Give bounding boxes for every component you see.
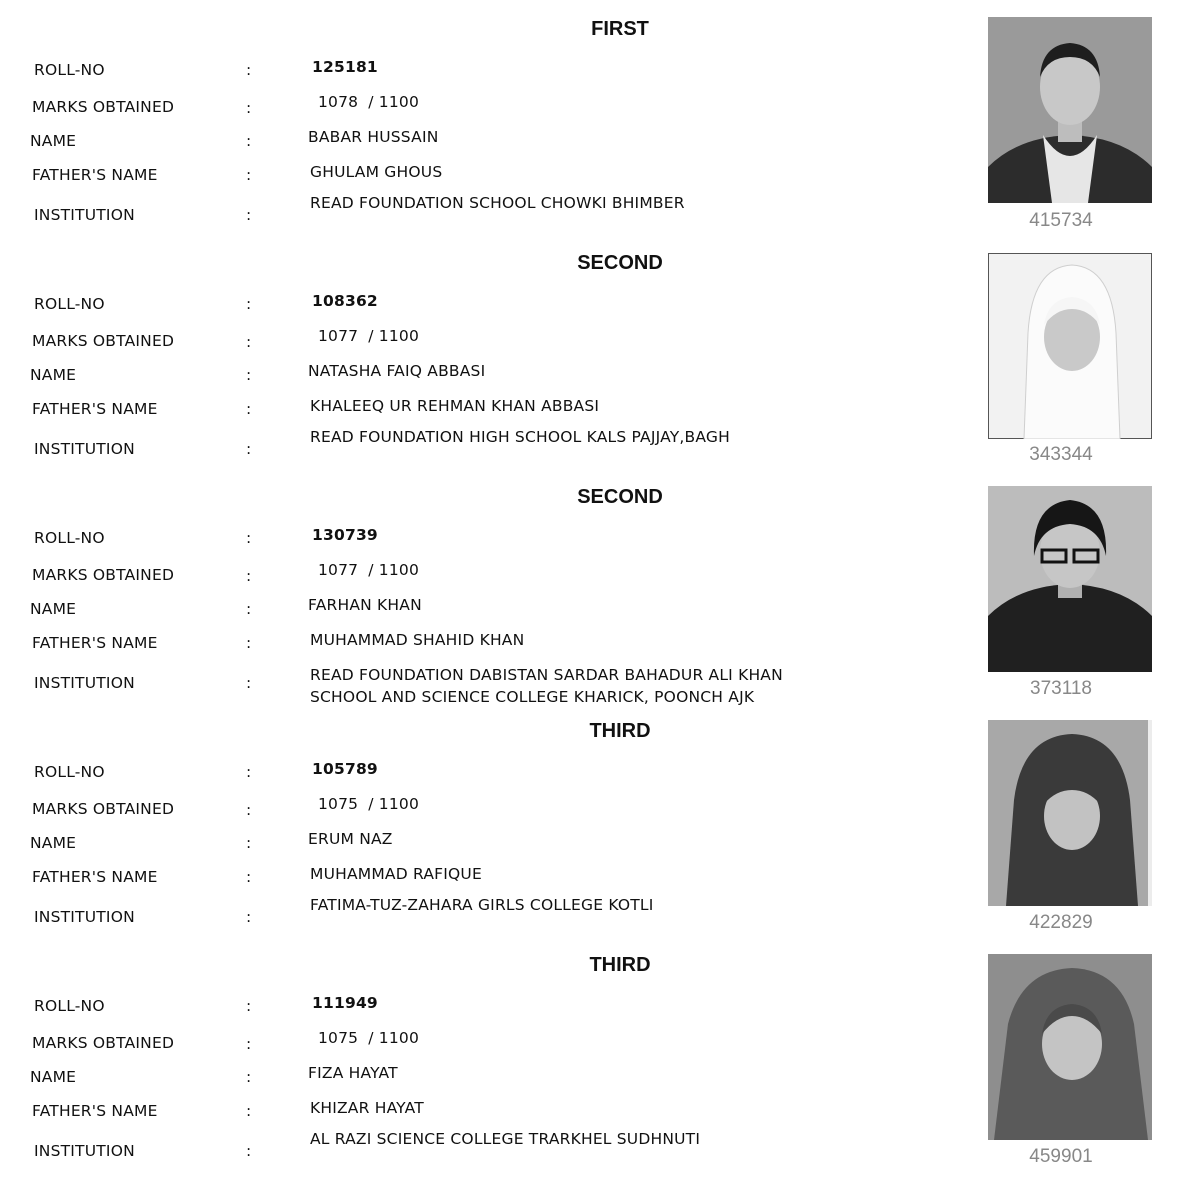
student-photo: [988, 954, 1152, 1140]
result-entry: [0, 936, 1182, 1170]
colon: :: [246, 166, 252, 184]
student-name: NATASHA FAIQ ABBASI: [308, 362, 486, 380]
colon: :: [246, 834, 252, 852]
colon: :: [246, 763, 252, 781]
marks-total: / 1100: [368, 93, 420, 111]
result-entry: [0, 468, 1182, 706]
result-entry: [0, 234, 1182, 468]
student-name: FIZA HAYAT: [308, 1064, 398, 1082]
photo-id: 373118: [1030, 678, 1092, 699]
institution-label: INSTITUTION: [34, 908, 135, 926]
student-photo: [988, 17, 1152, 203]
father-name: MUHAMMAD RAFIQUE: [310, 865, 482, 883]
institution-line-1: AL RAZI SCIENCE COLLEGE TRARKHEL SUDHNUTI: [310, 1130, 701, 1148]
colon: :: [246, 1068, 252, 1086]
colon: :: [246, 908, 252, 926]
institution-line-2: SCHOOL AND SCIENCE COLLEGE KHARICK, POONCH AJK: [310, 688, 755, 706]
colon: :: [246, 801, 252, 819]
colon: :: [246, 99, 252, 117]
institution-line-1: READ FOUNDATION SCHOOL CHOWKI BHIMBER: [310, 194, 685, 212]
name-label: NAME: [30, 600, 77, 618]
marks-obtained: 1075: [318, 795, 359, 813]
father-name-label: FATHER'S NAME: [32, 400, 158, 418]
position-heading: THIRD: [589, 720, 651, 742]
marks-label: MARKS OBTAINED: [32, 332, 175, 350]
marks-total: / 1100: [368, 795, 420, 813]
student-photo: [988, 486, 1152, 672]
colon: :: [246, 366, 252, 384]
father-name-label: FATHER'S NAME: [32, 166, 158, 184]
roll-no-value: 108362: [312, 292, 378, 310]
institution: [310, 894, 654, 916]
father-name: MUHAMMAD SHAHID KHAN: [310, 631, 525, 649]
photo-id: 459901: [1029, 1146, 1093, 1167]
father-name: KHALEEQ UR REHMAN KHAN ABBASI: [310, 397, 600, 415]
photo-id: 422829: [1029, 912, 1093, 933]
colon: :: [246, 132, 252, 150]
marks-obtained: 1075: [318, 1029, 359, 1047]
position-heading: FIRST: [591, 18, 649, 40]
colon: :: [246, 400, 252, 418]
position-heading: THIRD: [589, 954, 651, 976]
institution: [310, 1128, 700, 1150]
name-label: NAME: [30, 366, 77, 384]
colon: :: [246, 1035, 252, 1053]
colon: :: [246, 567, 252, 585]
father-name: KHIZAR HAYAT: [310, 1099, 424, 1117]
father-name-label: FATHER'S NAME: [32, 1102, 158, 1120]
colon: :: [246, 1142, 252, 1160]
marks-total: / 1100: [368, 1029, 420, 1047]
colon: :: [246, 634, 252, 652]
student-photo: [988, 253, 1152, 439]
institution-label: INSTITUTION: [34, 674, 135, 692]
colon: :: [246, 61, 252, 79]
result-entry: [0, 0, 1182, 234]
colon: :: [246, 295, 252, 313]
marks-value: [318, 795, 419, 813]
roll-no-label: ROLL-NO: [34, 295, 105, 313]
photo-id: 343344: [1029, 444, 1093, 465]
father-name-label: FATHER'S NAME: [32, 868, 158, 886]
institution-line-1: FATIMA-TUZ-ZAHARA GIRLS COLLEGE KOTLI: [310, 896, 654, 914]
institution-label: INSTITUTION: [34, 206, 135, 224]
father-name: GHULAM GHOUS: [310, 163, 443, 181]
institution-label: INSTITUTION: [34, 440, 135, 458]
marks-label: MARKS OBTAINED: [32, 1034, 175, 1052]
student-name: BABAR HUSSAIN: [308, 128, 439, 146]
roll-no-label: ROLL-NO: [34, 763, 105, 781]
student-name: FARHAN KHAN: [308, 596, 422, 614]
marks-value: [318, 561, 419, 579]
marks-label: MARKS OBTAINED: [32, 800, 175, 818]
name-label: NAME: [30, 1068, 77, 1086]
marks-value: [318, 93, 419, 111]
colon: :: [246, 529, 252, 547]
institution-line-1: READ FOUNDATION HIGH SCHOOL KALS PAJJAY,BAGH: [310, 428, 730, 446]
roll-no-value: 111949: [312, 994, 378, 1012]
marks-obtained: 1077: [318, 327, 359, 345]
marks-label: MARKS OBTAINED: [32, 566, 175, 584]
institution-line-1: READ FOUNDATION DABISTAN SARDAR BAHADUR ALI KHAN: [310, 666, 783, 684]
institution-label: INSTITUTION: [34, 1142, 135, 1160]
marks-label: MARKS OBTAINED: [32, 98, 175, 116]
position-heading: SECOND: [577, 486, 663, 508]
student-photo: [988, 720, 1152, 906]
institution: [310, 426, 730, 448]
marks-obtained: 1078: [318, 93, 359, 111]
father-name-label: FATHER'S NAME: [32, 634, 158, 652]
roll-no-value: 125181: [312, 58, 378, 76]
roll-no-label: ROLL-NO: [34, 529, 105, 547]
marks-obtained: 1077: [318, 561, 359, 579]
photo-id: 415734: [1029, 210, 1093, 231]
position-heading: SECOND: [577, 252, 663, 274]
colon: :: [246, 674, 252, 692]
name-label: NAME: [30, 834, 77, 852]
marks-value: [318, 1029, 419, 1047]
colon: :: [246, 600, 252, 618]
roll-no-label: ROLL-NO: [34, 61, 105, 79]
roll-no-value: 105789: [312, 760, 378, 778]
name-label: NAME: [30, 132, 77, 150]
result-entry: [0, 702, 1182, 936]
roll-no-value: 130739: [312, 526, 378, 544]
colon: :: [246, 206, 252, 224]
student-name: ERUM NAZ: [308, 830, 393, 848]
colon: :: [246, 997, 252, 1015]
marks-value: [318, 327, 419, 345]
colon: :: [246, 333, 252, 351]
colon: :: [246, 440, 252, 458]
marks-total: / 1100: [368, 561, 420, 579]
colon: :: [246, 1102, 252, 1120]
colon: :: [246, 868, 252, 886]
marks-total: / 1100: [368, 327, 420, 345]
roll-no-label: ROLL-NO: [34, 997, 105, 1015]
institution: [310, 192, 685, 214]
